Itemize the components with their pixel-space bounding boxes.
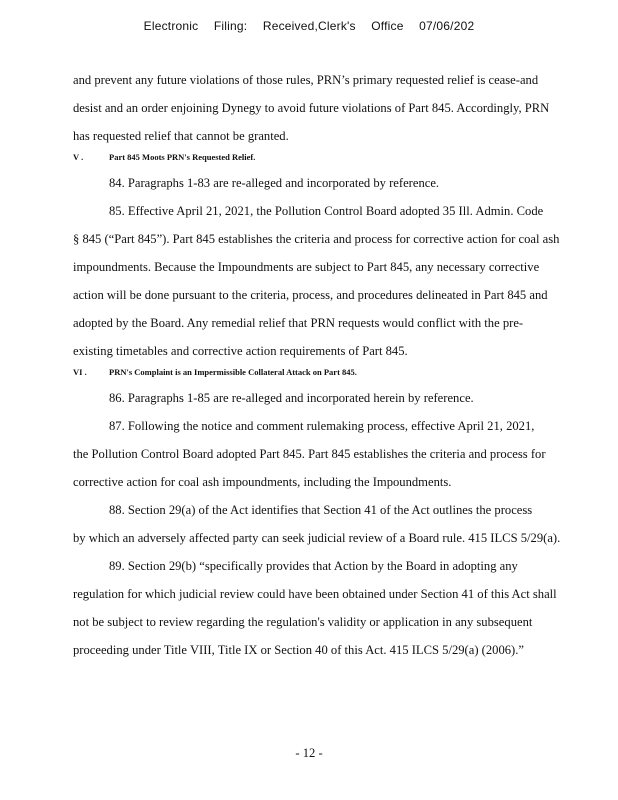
filing-stamp-header bbox=[0, 19, 618, 33]
text-line: corrective action for coal ash impoundments, including the Impoundments. bbox=[73, 475, 452, 489]
text-line: action will be done pursuant to the criteria, process, and procedures delineated in Part 845 and bbox=[73, 288, 548, 302]
header-date: 07/06/202 bbox=[419, 19, 475, 33]
section-title: PRN's Complaint is an Impermissible Collateral Attack on Part 845. bbox=[109, 367, 357, 377]
paragraph-85: 85. Effective April 21, 2021, the Pollution Control Board adopted 35 Ill. Admin. Code bbox=[109, 204, 544, 218]
paragraph-87: 87. Following the notice and comment rulemaking process, effective April 21, 2021, bbox=[109, 419, 535, 433]
text-line: the Pollution Control Board adopted Part 845. Part 845 establishes the criteria and process for bbox=[73, 447, 546, 461]
section-heading-v bbox=[73, 148, 603, 167]
text-line: by which an adversely affected party can seek judicial review of a Board rule. 415 ILCS 5/29(a). bbox=[73, 531, 561, 545]
header-electronic: Electronic bbox=[143, 19, 199, 33]
section-number: V . bbox=[73, 152, 84, 162]
header-filing: Filing: bbox=[213, 19, 248, 33]
section-heading-vi bbox=[73, 363, 603, 382]
header-office: Office bbox=[371, 19, 404, 33]
text-line: existing timetables and corrective action requirements of Part 845. bbox=[73, 344, 408, 358]
section-title: Part 845 Moots PRN's Requested Relief. bbox=[109, 152, 256, 162]
text-line: and prevent any future violations of those rules, PRN’s primary requested relief is cease-and bbox=[73, 73, 539, 87]
document-body bbox=[73, 66, 603, 664]
text-line: desist and an order enjoining Dynegy to avoid future violations of Part 845. Accordingly, PRN bbox=[73, 101, 550, 115]
text-line: impoundments. Because the Impoundments are subject to Part 845, any necessary corrective bbox=[73, 260, 540, 274]
paragraph-88: 88. Section 29(a) of the Act identifies that Section 41 of the Act outlines the process bbox=[109, 503, 533, 517]
text-line: proceeding under Title VIII, Title IX or Section 40 of this Act. 415 ILCS 5/29(a) (2006).” bbox=[73, 643, 524, 657]
paragraph-86: 86. Paragraphs 1-85 are re-alleged and incorporated herein by reference. bbox=[109, 391, 474, 405]
paragraph-84: 84. Paragraphs 1-83 are re-alleged and incorporated by reference. bbox=[109, 176, 440, 190]
header-received: Received,Clerk's bbox=[262, 19, 356, 33]
text-line: regulation for which judicial review could have been obtained under Section 41 of this Act shall bbox=[73, 587, 557, 601]
paragraph-89: 89. Section 29(b) “specifically provides that Action by the Board in adopting any bbox=[109, 559, 518, 573]
text-line: adopted by the Board. Any remedial relief that PRN requests would conflict with the pre- bbox=[73, 316, 524, 330]
text-line: not be subject to review regarding the regulation's validity or application in any subsequent bbox=[73, 615, 533, 629]
text-line: has requested relief that cannot be granted. bbox=[73, 129, 289, 143]
page-number: - 12 - bbox=[295, 746, 323, 760]
text-line: § 845 (“Part 845”). Part 845 establishes the criteria and process for corrective action for coal ash bbox=[73, 232, 560, 246]
section-number: VI . bbox=[73, 367, 87, 377]
